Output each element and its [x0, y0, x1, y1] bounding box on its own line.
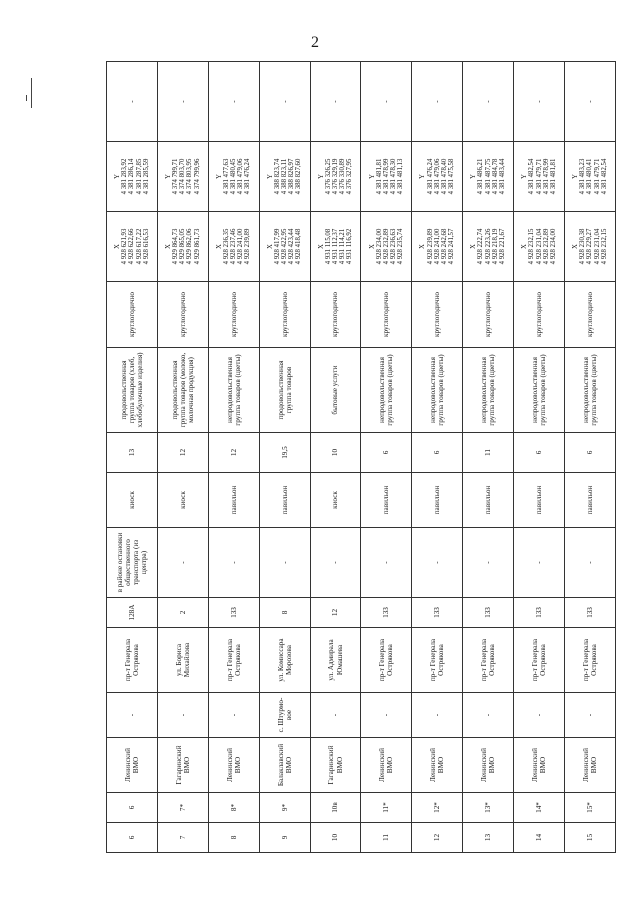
cell-house: 8 — [259, 598, 310, 628]
y-coordinate: Y — [215, 174, 223, 179]
cell-empty: - — [310, 62, 361, 142]
x-coordinate: 4 928 234,00 — [375, 228, 383, 265]
cell-type: павильон — [412, 473, 463, 528]
cell-y-coords — [463, 142, 514, 212]
x-coordinate: 4 928 617,22 — [135, 228, 143, 265]
x-coordinate: 4 928 232,15 — [600, 228, 608, 265]
cell-y-coords — [565, 142, 616, 212]
x-coordinate: 4 928 239,89 — [244, 228, 252, 265]
y-coordinate: 4 381 486,21 — [477, 158, 485, 195]
cell-num2: 7* — [157, 793, 208, 823]
x-coordinate: 4 928 422,95 — [281, 228, 289, 265]
table-row — [157, 62, 208, 853]
y-coordinate: Y — [165, 174, 173, 179]
cell-type: павильон — [463, 473, 514, 528]
x-coordinate: 4 928 221,67 — [498, 228, 506, 265]
y-coordinate: 4 376 329,19 — [331, 158, 339, 195]
y-coordinate: 4 381 476,24 — [244, 158, 252, 195]
y-coordinate: 4 374 803,70 — [179, 158, 187, 195]
y-coordinate: 4 381 479,06 — [433, 158, 441, 195]
cell-purpose: непродовольственная группа товаров (цветы) — [208, 348, 259, 433]
margin-mark-line — [31, 78, 32, 108]
x-coordinate: X — [470, 244, 478, 249]
cell-district: Ленинский ВМО — [565, 738, 616, 793]
cell-settlement: с. Штурмо-вое — [259, 693, 310, 738]
x-coordinate: X — [419, 244, 427, 249]
x-coordinate: 4 928 234,00 — [549, 228, 557, 265]
cell-street: пр-т Генерала Острякова — [565, 628, 616, 693]
table-row — [259, 62, 310, 853]
y-coordinate: 4 381 479,71 — [535, 158, 543, 195]
cell-landmark: - — [463, 528, 514, 598]
cell-district: Гагаринский ВМО — [310, 738, 361, 793]
x-coordinate: 4 928 241,00 — [237, 228, 245, 265]
y-coordinate: 4 381 481,81 — [375, 158, 383, 195]
y-coordinate: 4 381 483,23 — [579, 158, 587, 195]
cell-y-coords — [259, 142, 310, 212]
cell-house: 133 — [565, 598, 616, 628]
cell-x-coords — [514, 212, 565, 282]
x-coordinate: 4 928 218,19 — [491, 228, 499, 265]
cell-purpose: непродовольственная группа товаров (цветы) — [463, 348, 514, 433]
x-coordinate: X — [317, 244, 325, 249]
x-coordinate: 4 928 232,89 — [542, 228, 550, 265]
x-coordinate: 4 928 229,27 — [586, 228, 594, 265]
cell-district: Балаклавский ВМО — [259, 738, 310, 793]
table-row — [107, 62, 158, 853]
cell-landmark: - — [157, 528, 208, 598]
cell-area: 6 — [361, 433, 412, 473]
cell-landmark: - — [514, 528, 565, 598]
cell-landmark: - — [259, 528, 310, 598]
cell-street: пр-т Генерала Острякова — [208, 628, 259, 693]
cell-district: Ленинский ВМО — [107, 738, 158, 793]
cell-type: павильон — [259, 473, 310, 528]
cell-district: Ленинский ВМО — [361, 738, 412, 793]
y-coordinate: 4 376 327,95 — [346, 158, 354, 195]
cell-period: круглогодично — [412, 282, 463, 348]
table-row — [310, 62, 361, 853]
cell-landmark: - — [208, 528, 259, 598]
cell-empty: - — [565, 62, 616, 142]
y-coordinate: 4 381 478,99 — [382, 158, 390, 195]
cell-x-coords — [412, 212, 463, 282]
kiosk-placement-table — [106, 61, 616, 853]
x-coordinate: 4 928 232,89 — [382, 228, 390, 265]
x-coordinate: 4 931 116,92 — [346, 228, 354, 265]
cell-type: павильон — [565, 473, 616, 528]
y-coordinate: Y — [470, 174, 478, 179]
x-coordinate: 4 928 241,00 — [433, 228, 441, 265]
cell-settlement: - — [107, 693, 158, 738]
x-coordinate: 4 929 865,05 — [179, 228, 187, 265]
cell-num2: 13* — [463, 793, 514, 823]
cell-empty: - — [107, 62, 158, 142]
cell-landmark: - — [565, 528, 616, 598]
y-coordinate: Y — [114, 174, 122, 179]
cell-purpose: непродовольственная группа товаров (цветы) — [361, 348, 412, 433]
cell-x-coords — [259, 212, 310, 282]
y-coordinate: 4 381 487,75 — [484, 158, 492, 195]
cell-type: павильон — [208, 473, 259, 528]
cell-y-coords — [514, 142, 565, 212]
y-coordinate: 4 376 326,25 — [324, 158, 332, 195]
cell-period: круглогодично — [514, 282, 565, 348]
cell-purpose: продовольственная группа товаров (хлеб, хлебобулочные изделия) — [107, 348, 158, 433]
cell-num: 7 — [157, 823, 208, 853]
cell-x-coords — [157, 212, 208, 282]
cell-empty: - — [157, 62, 208, 142]
y-coordinate: Y — [368, 174, 376, 179]
y-coordinate: 4 381 482,54 — [600, 158, 608, 195]
cell-area: 6 — [514, 433, 565, 473]
cell-purpose: непродовольственная группа товаров (цветы) — [565, 348, 616, 433]
x-coordinate: X — [215, 244, 223, 249]
cell-num: 6 — [107, 823, 158, 853]
cell-x-coords — [107, 212, 158, 282]
cell-area: 6 — [565, 433, 616, 473]
cell-x-coords — [310, 212, 361, 282]
x-coordinate: 4 928 236,63 — [389, 228, 397, 265]
y-coordinate: 4 374 803,95 — [186, 158, 194, 195]
y-coordinate: Y — [572, 174, 580, 179]
cell-settlement: - — [565, 693, 616, 738]
margin-mark-line — [26, 95, 27, 101]
cell-num: 8 — [208, 823, 259, 853]
cell-landmark: - — [310, 528, 361, 598]
cell-district: Ленинский ВМО — [514, 738, 565, 793]
cell-street: пр-т Генерала Острякова — [361, 628, 412, 693]
cell-area: 19,5 — [259, 433, 310, 473]
x-coordinate: 4 928 616,53 — [142, 228, 150, 265]
cell-empty: - — [208, 62, 259, 142]
x-coordinate: X — [266, 244, 274, 249]
cell-y-coords — [208, 142, 259, 212]
y-coordinate: 4 381 283,92 — [121, 158, 129, 195]
y-coordinate: 4 388 823,74 — [273, 158, 281, 195]
cell-house: 128А — [107, 598, 158, 628]
cell-purpose: непродовольственная группа товаров (цветы) — [412, 348, 463, 433]
cell-settlement: - — [361, 693, 412, 738]
cell-num: 12 — [412, 823, 463, 853]
y-coordinate: 4 376 330,89 — [339, 158, 347, 195]
cell-period: круглогодично — [310, 282, 361, 348]
cell-district: Ленинский ВМО — [208, 738, 259, 793]
cell-type: павильон — [361, 473, 412, 528]
cell-y-coords — [412, 142, 463, 212]
x-coordinate: 4 931 114,21 — [339, 228, 347, 265]
cell-purpose: бытовые услуги — [310, 348, 361, 433]
y-coordinate: 4 381 481,81 — [549, 158, 557, 195]
cell-settlement: - — [412, 693, 463, 738]
cell-type: киоск — [107, 473, 158, 528]
x-coordinate: 4 928 231,04 — [593, 228, 601, 265]
y-coordinate: 4 381 483,44 — [498, 158, 506, 195]
x-coordinate: X — [114, 244, 122, 249]
x-coordinate: 4 928 241,57 — [447, 228, 455, 265]
y-coordinate: 4 381 285,59 — [142, 158, 150, 195]
cell-street: ул. Адмирала Юмашева — [310, 628, 361, 693]
x-coordinate: 4 928 239,89 — [426, 228, 434, 265]
cell-period: круглогодично — [208, 282, 259, 348]
x-coordinate: 4 929 861,73 — [193, 228, 201, 265]
cell-house: 12 — [310, 598, 361, 628]
cell-empty: - — [514, 62, 565, 142]
cell-district: Ленинский ВМО — [412, 738, 463, 793]
cell-num: 14 — [514, 823, 565, 853]
cell-district: Гагаринский ВМО — [157, 738, 208, 793]
x-coordinate: 4 929 864,73 — [172, 228, 180, 265]
y-coordinate: 4 381 478,30 — [389, 158, 397, 195]
cell-street: пр-т Генерала Острякова — [107, 628, 158, 693]
cell-num: 11 — [361, 823, 412, 853]
cell-empty: - — [259, 62, 310, 142]
cell-period: круглогодично — [565, 282, 616, 348]
cell-street: пр-т Генерала Острякова — [514, 628, 565, 693]
cell-num2: 14* — [514, 793, 565, 823]
cell-area: 12 — [208, 433, 259, 473]
cell-settlement: - — [463, 693, 514, 738]
cell-num: 13 — [463, 823, 514, 853]
cell-type: павильон — [514, 473, 565, 528]
cell-period: круглогодично — [361, 282, 412, 348]
x-coordinate: 4 931 115,08 — [324, 228, 332, 265]
cell-area: 10 — [310, 433, 361, 473]
cell-type: киоск — [157, 473, 208, 528]
y-coordinate: 4 381 476,24 — [426, 158, 434, 195]
x-coordinate: 4 928 230,38 — [579, 228, 587, 265]
cell-x-coords — [208, 212, 259, 282]
x-coordinate: 4 928 232,15 — [528, 228, 536, 265]
cell-purpose: продовольственная группа товаров (молоко, молочная продукция) — [157, 348, 208, 433]
cell-num2: 8* — [208, 793, 259, 823]
cell-street: пр-т Генерала Острякова — [463, 628, 514, 693]
cell-num: 15 — [565, 823, 616, 853]
cell-y-coords — [157, 142, 208, 212]
y-coordinate: 4 381 479,06 — [237, 158, 245, 195]
table-wrapper — [106, 62, 616, 853]
cell-area: 11 — [463, 433, 514, 473]
y-coordinate: 4 381 484,78 — [491, 158, 499, 195]
x-coordinate: 4 928 418,48 — [295, 228, 303, 265]
table-row — [514, 62, 565, 853]
y-coordinate: 4 388 823,11 — [281, 158, 289, 195]
y-coordinate: 4 388 827,60 — [295, 158, 303, 195]
y-coordinate: 4 381 286,14 — [128, 158, 136, 195]
cell-num2: 12* — [412, 793, 463, 823]
cell-settlement: - — [208, 693, 259, 738]
cell-purpose: непродовольственная группа товаров (цветы) — [514, 348, 565, 433]
cell-empty: - — [463, 62, 514, 142]
cell-settlement: - — [514, 693, 565, 738]
y-coordinate: 4 381 478,40 — [440, 158, 448, 195]
cell-house: 2 — [157, 598, 208, 628]
cell-house: 133 — [412, 598, 463, 628]
cell-landmark: - — [361, 528, 412, 598]
cell-district: Ленинский ВМО — [463, 738, 514, 793]
cell-num: 10 — [310, 823, 361, 853]
x-coordinate: X — [368, 244, 376, 249]
table-row — [208, 62, 259, 853]
cell-settlement: - — [310, 693, 361, 738]
table-row — [412, 62, 463, 853]
cell-x-coords — [565, 212, 616, 282]
y-coordinate: 4 374 799,96 — [193, 158, 201, 195]
cell-street: пр-т Генерала Острякова — [412, 628, 463, 693]
cell-y-coords — [107, 142, 158, 212]
y-coordinate: 4 381 477,63 — [223, 158, 231, 195]
y-coordinate: Y — [419, 174, 427, 179]
cell-street: ул. Комиссара Морозова — [259, 628, 310, 693]
cell-num: 9 — [259, 823, 310, 853]
y-coordinate: 4 388 826,97 — [288, 158, 296, 195]
cell-house: 133 — [514, 598, 565, 628]
cell-street: ул. Бориса Михайлова — [157, 628, 208, 693]
cell-period: круглогодично — [157, 282, 208, 348]
cell-period: круглогодично — [463, 282, 514, 348]
x-coordinate: 4 931 112,37 — [331, 228, 339, 265]
y-coordinate: 4 381 479,71 — [593, 158, 601, 195]
cell-type: киоск — [310, 473, 361, 528]
y-coordinate: 4 374 799,71 — [172, 158, 180, 195]
cell-house: 133 — [208, 598, 259, 628]
y-coordinate: 4 381 482,54 — [528, 158, 536, 195]
table-row — [361, 62, 412, 853]
y-coordinate: 4 381 480,41 — [586, 158, 594, 195]
y-coordinate: 4 381 481,13 — [397, 158, 405, 195]
x-coordinate: 4 928 417,99 — [273, 228, 281, 265]
y-coordinate: 4 381 478,99 — [542, 158, 550, 195]
cell-x-coords — [361, 212, 412, 282]
x-coordinate: X — [521, 244, 529, 249]
cell-x-coords — [463, 212, 514, 282]
cell-num2: 11* — [361, 793, 412, 823]
cell-period: круглогодично — [107, 282, 158, 348]
y-coordinate: 4 381 287,85 — [135, 158, 143, 195]
x-coordinate: X — [165, 244, 173, 249]
page-number: 2 — [311, 34, 319, 51]
cell-empty: - — [361, 62, 412, 142]
cell-num2: 10в — [310, 793, 361, 823]
y-coordinate: 4 381 475,58 — [447, 158, 455, 195]
x-coordinate: 4 928 423,44 — [288, 228, 296, 265]
x-coordinate: 4 928 223,26 — [484, 228, 492, 265]
cell-y-coords — [310, 142, 361, 212]
y-coordinate: Y — [317, 174, 325, 179]
table-row — [565, 62, 616, 853]
cell-period: круглогодично — [259, 282, 310, 348]
x-coordinate: 4 928 622,66 — [128, 228, 136, 265]
cell-y-coords — [361, 142, 412, 212]
x-coordinate: 4 928 235,74 — [397, 228, 405, 265]
cell-settlement: - — [157, 693, 208, 738]
cell-landmark: - — [412, 528, 463, 598]
x-coordinate: X — [572, 244, 580, 249]
x-coordinate: 4 928 231,04 — [535, 228, 543, 265]
y-coordinate: 4 381 480,45 — [230, 158, 238, 195]
cell-area: 13 — [107, 433, 158, 473]
cell-num2: 15* — [565, 793, 616, 823]
x-coordinate: 4 929 862,06 — [186, 228, 194, 265]
y-coordinate: Y — [266, 174, 274, 179]
cell-house: 133 — [463, 598, 514, 628]
cell-num2: 6 — [107, 793, 158, 823]
cell-area: 6 — [412, 433, 463, 473]
x-coordinate: 4 928 237,46 — [230, 228, 238, 265]
x-coordinate: 4 928 242,68 — [440, 228, 448, 265]
table-row — [463, 62, 514, 853]
x-coordinate: 4 928 222,74 — [477, 228, 485, 265]
cell-landmark: в районе остановки общественного транспорта (из центра) — [107, 528, 158, 598]
cell-num2: 9* — [259, 793, 310, 823]
cell-empty: - — [412, 62, 463, 142]
cell-area: 12 — [157, 433, 208, 473]
x-coordinate: 4 928 236,35 — [223, 228, 231, 265]
y-coordinate: Y — [521, 174, 529, 179]
cell-house: 133 — [361, 598, 412, 628]
x-coordinate: 4 928 621,93 — [121, 228, 129, 265]
cell-purpose: продовольственная группа товаров — [259, 348, 310, 433]
